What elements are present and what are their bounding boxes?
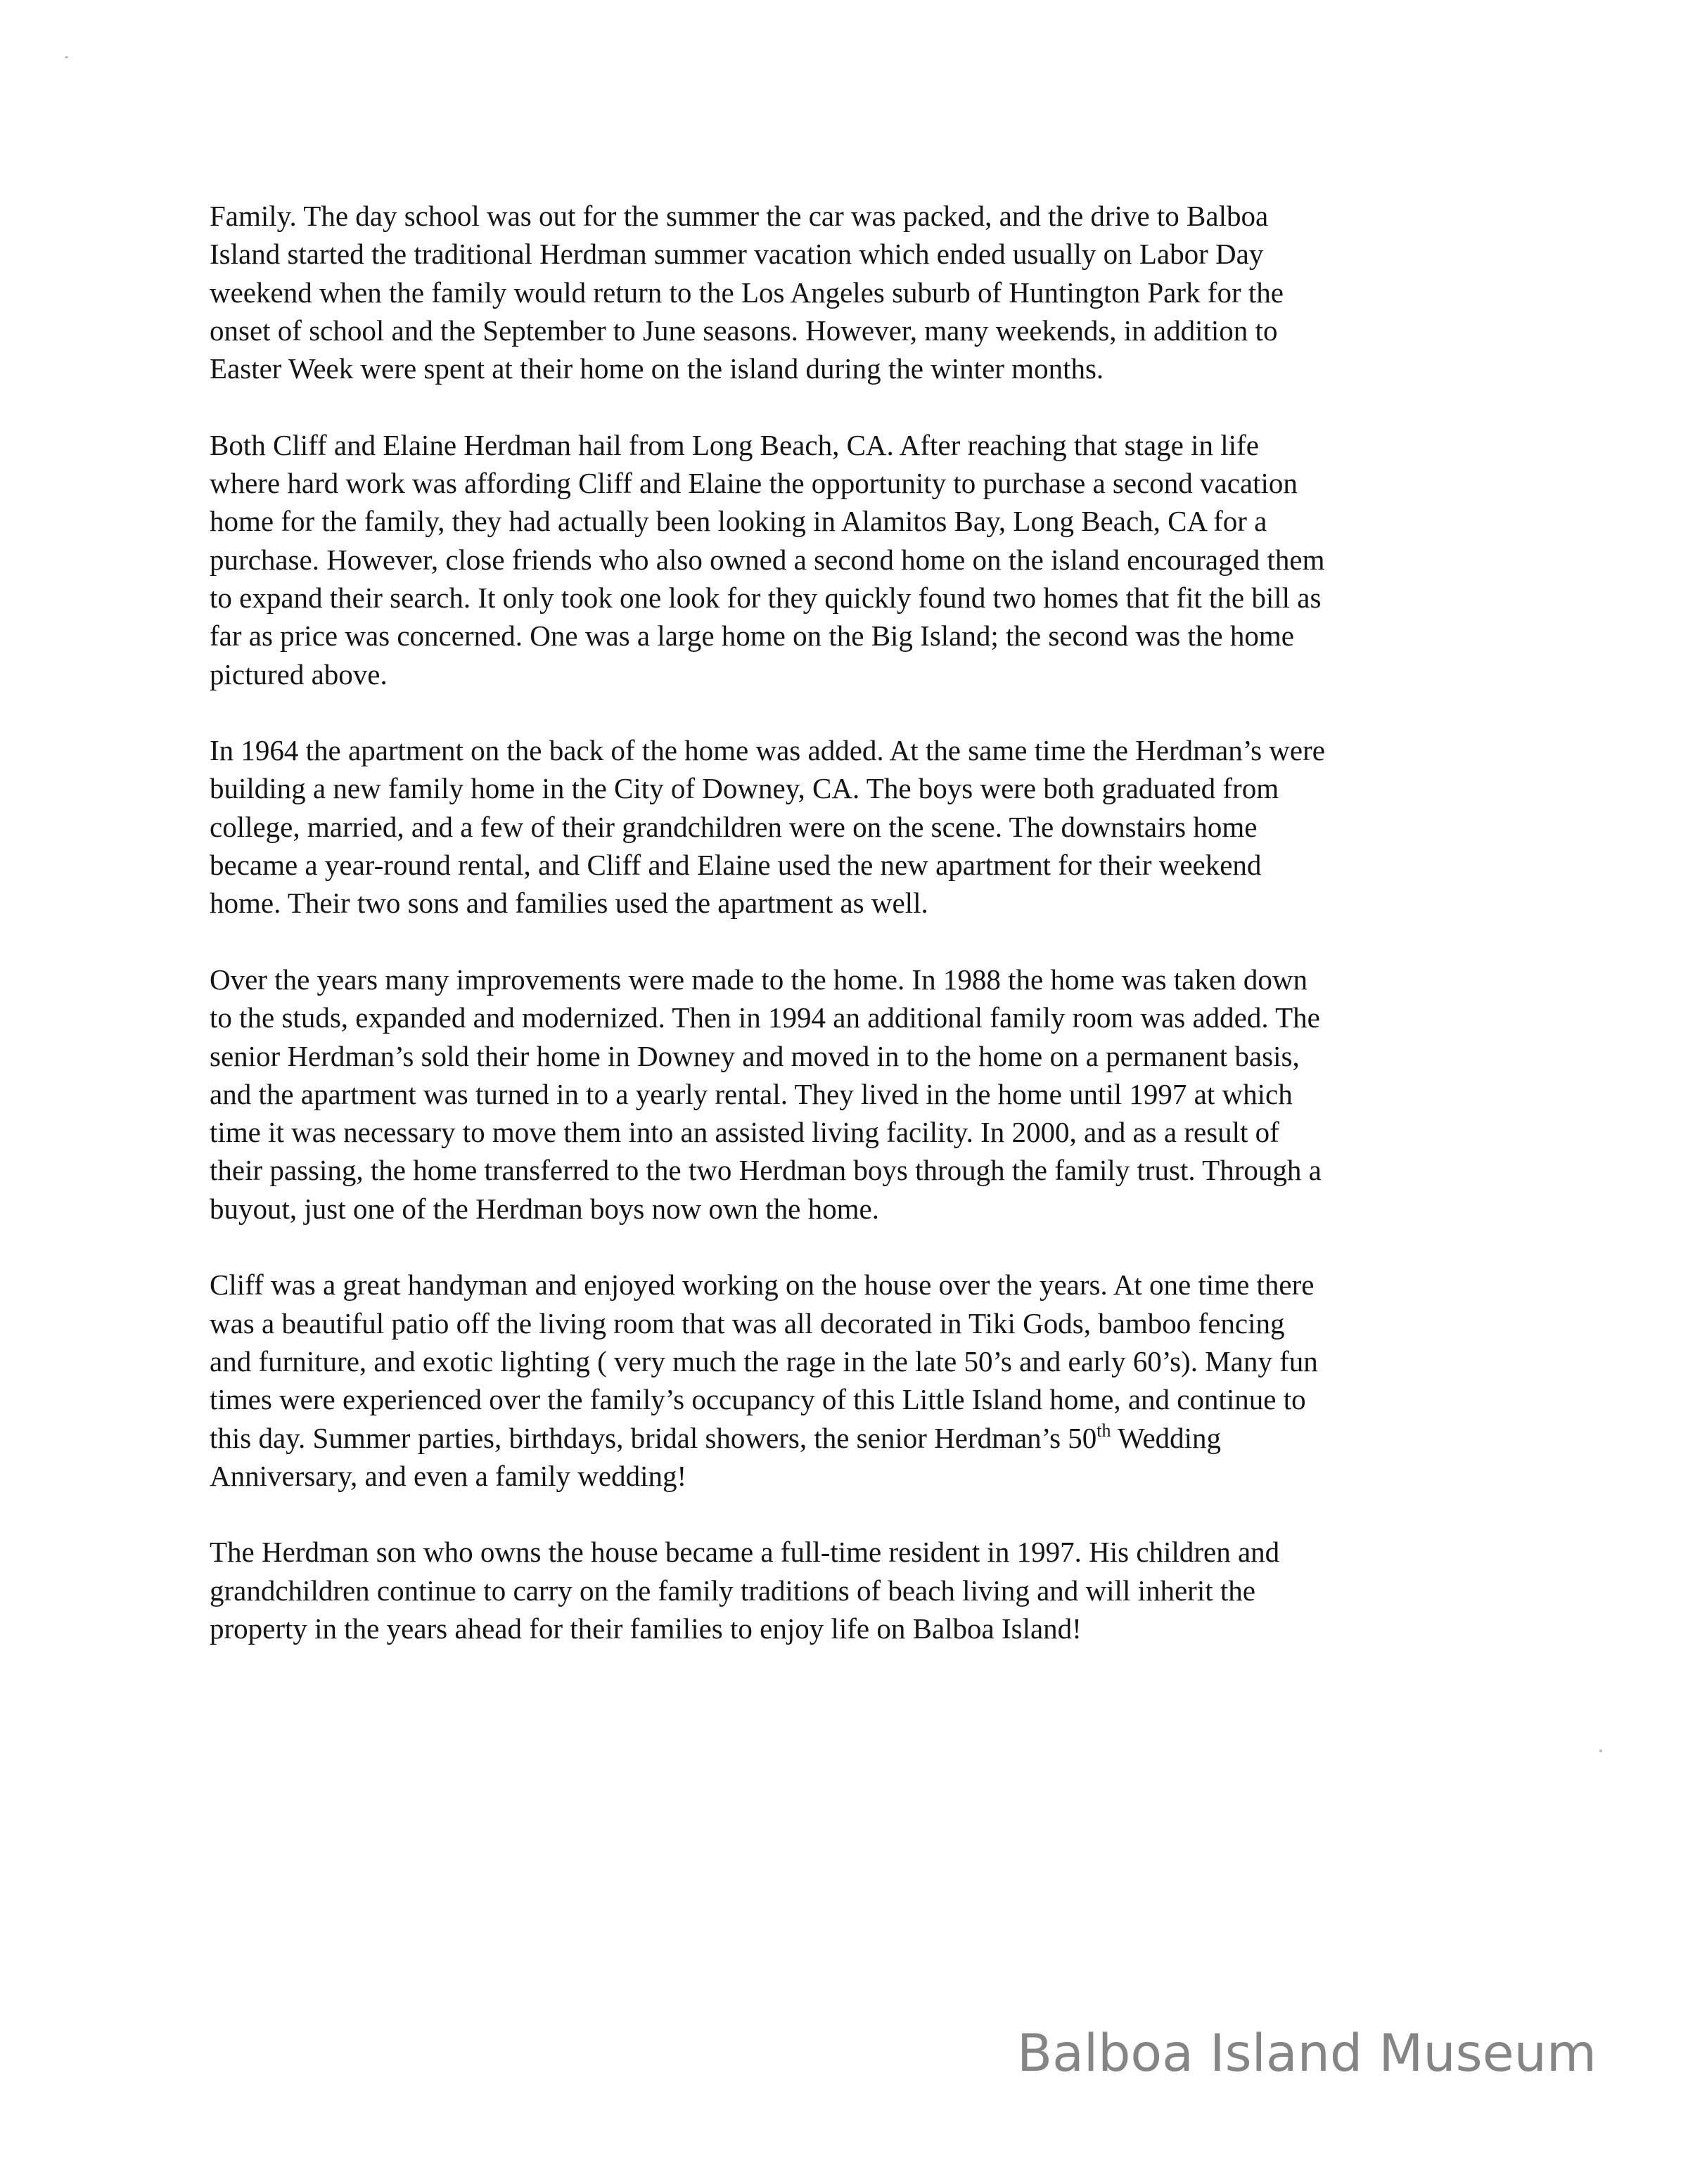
document-body [210, 197, 1518, 1686]
text-line: Family. The day school was out for the summer the car was packed, and the drive to Balboa [210, 200, 1269, 232]
text-line: times were experienced over the family’s occupancy of this Little Island home, and continue to [210, 1383, 1306, 1416]
paragraph-apartment-1964 [210, 731, 1518, 922]
text-line: time it was necessary to move them into an assisted living facility. In 2000, and as a result of [210, 1116, 1279, 1149]
text-line: onset of school and the September to June seasons. However, many weekends, in addition to [210, 314, 1278, 347]
text-line: In 1964 the apartment on the back of the home was added. At the same time the Herdman’s were [210, 734, 1325, 767]
paragraph-home-purchase [210, 426, 1518, 693]
text-line: where hard work was affording Cliff and Elaine the opportunity to purchase a second vacation [210, 467, 1298, 500]
text-line: The Herdman son who owns the house became a full-time resident in 1997. His children and [210, 1536, 1280, 1569]
text-line: to the studs, expanded and modernized. Then in 1994 an additional family room was added. The [210, 1001, 1320, 1034]
text-line: college, married, and a few of their grandchildren were on the scene. The downstairs home [210, 810, 1258, 843]
paragraph-summer-vacation [210, 197, 1518, 387]
museum-watermark: Balboa Island Museum [1017, 2024, 1597, 2083]
text-line: home for the family, they had actually been looking in Alamitos Bay, Long Beach, CA for a [210, 505, 1267, 538]
text-line: home. Their two sons and families used the apartment as well. [210, 887, 928, 920]
text-line: became a year-round rental, and Cliff and Elaine used the new apartment for their weekend [210, 849, 1262, 882]
text-line: to expand their search. It only took one look for they quickly found two homes that fit the bill as [210, 581, 1322, 614]
text-line: Over the years many improvements were made to the home. In 1988 the home was taken down [210, 963, 1307, 996]
text-line: property in the years ahead for their families to enjoy life on Balboa Island! [210, 1612, 1082, 1645]
text-line: their passing, the home transferred to the two Herdman boys through the family trust. Through a [210, 1154, 1322, 1187]
text-line: was a beautiful patio off the living room that was all decorated in Tiki Gods, bamboo fencing [210, 1306, 1285, 1340]
text-segment: this day. Summer parties, birthdays, bridal showers, the senior Herdman’s 50 [210, 1421, 1097, 1454]
text-line: Both Cliff and Elaine Herdman hail from Long Beach, CA. After reaching that stage in life [210, 428, 1259, 461]
text-line: far as price was concerned. One was a large home on the Big Island; the second was the home [210, 619, 1294, 653]
text-line: pictured above. [210, 657, 388, 690]
scan-speck [65, 56, 68, 58]
paragraph-improvements [210, 961, 1518, 1228]
text-line: Anniversary, and even a family wedding! [210, 1459, 687, 1492]
paragraph-cliff-handyman [210, 1266, 1518, 1495]
text-segment: Wedding [1111, 1421, 1222, 1454]
text-line-with-superscript [210, 1419, 1518, 1457]
text-line: buyout, just one of the Herdman boys now own the home. [210, 1192, 879, 1225]
text-line: grandchildren continue to carry on the family traditions of beach living and will inherit the [210, 1574, 1255, 1607]
text-line: Easter Week were spent at their home on the island during the winter months. [210, 352, 1104, 385]
text-line: building a new family home in the City of Downey, CA. The boys were both graduated from [210, 772, 1279, 805]
paragraph-full-time-resident [210, 1533, 1518, 1647]
text-line: senior Herdman’s sold their home in Downey and moved in to the home on a permanent basis, [210, 1039, 1300, 1072]
text-line: and the apartment was turned in to a yearly rental. They lived in the home until 1997 at which [210, 1077, 1293, 1110]
superscript-ordinal: th [1096, 1420, 1111, 1441]
text-line: Cliff was a great handyman and enjoyed working on the house over the years. At one time there [210, 1268, 1315, 1302]
text-line: Island started the traditional Herdman summer vacation which ended usually on Labor Day [210, 238, 1264, 271]
text-line: and furniture, and exotic lighting ( very much the rage in the late 50’s and early 60’s). Many fun [210, 1344, 1318, 1377]
text-line: weekend when the family would return to the Los Angeles suburb of Huntington Park for the [210, 276, 1284, 309]
scan-speck [1599, 1749, 1602, 1752]
text-line: purchase. However, close friends who also owned a second home on the island encouraged them [210, 543, 1325, 576]
